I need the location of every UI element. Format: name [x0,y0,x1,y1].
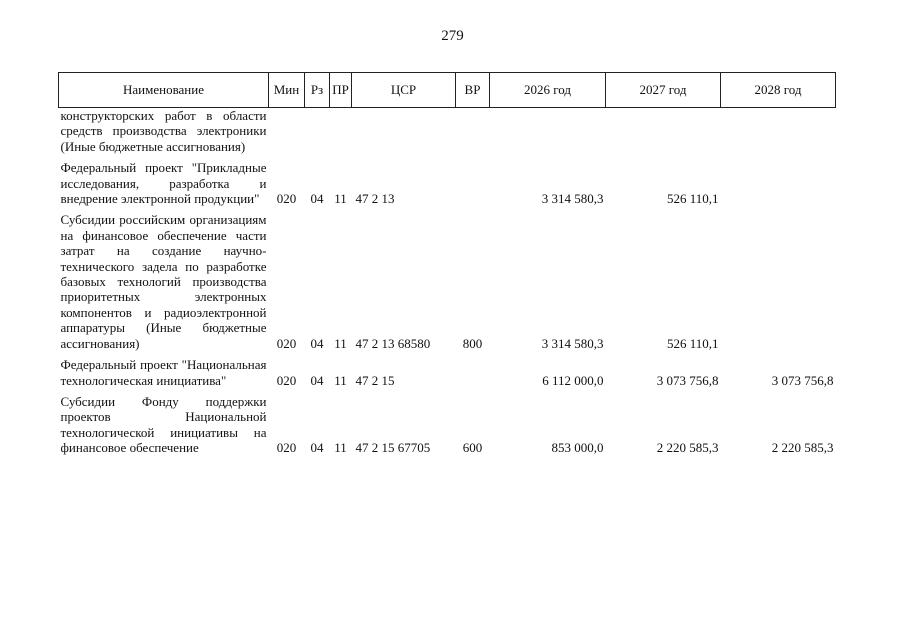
row-2028: 2 220 585,3 [771,440,834,456]
row-vr [456,160,490,212]
row-csr: 47 2 15 [355,372,395,388]
row-name: Федеральный проект "Прикладные исследования, разработка и внедрение электронной продукции" [60,160,267,207]
row-pr: 11 [334,191,347,207]
row-vr [456,357,490,394]
row-2026: 3 314 580,3 [541,191,604,207]
header-2027: 2027 год [606,73,721,108]
header-min: Мин [269,73,305,108]
row-2027: 3 073 756,8 [656,372,719,388]
row-vr: 800 [462,335,483,351]
header-name: Наименование [59,73,269,108]
header-pr: ПР [330,73,352,108]
row-2027: 2 220 585,3 [656,440,719,456]
row-csr: 47 2 13 68580 [355,335,431,351]
table-row [59,108,836,161]
row-vr: 600 [462,440,483,456]
row-min: 020 [276,372,297,388]
row-2028 [721,108,836,161]
row-2026: 3 314 580,3 [541,335,604,351]
row-min: 020 [276,191,297,207]
row-pr: 11 [334,372,347,388]
row-name: Субсидии российским организациям на финансовое обеспечение части затрат на создание научно-технического задела по разработке базовых технологий производства приоритетных электронных компонентов и радиоэлектронной аппаратуры (Иные бюджетные ассигнования) [60,212,267,351]
row-2026 [490,108,606,161]
row-min: 020 [276,440,297,456]
header-2028: 2028 год [721,73,836,108]
table-row [59,357,836,394]
budget-table [58,72,836,456]
row-rz: 04 [310,335,324,351]
row-csr [352,108,456,161]
row-rz: 04 [310,191,324,207]
row-pr [330,108,352,161]
table-row [59,212,836,357]
header-2026: 2026 год [490,73,606,108]
row-name: Субсидии Фонду поддержки проектов Национальной технологической инициативы на финансовое обеспечение [60,393,267,456]
row-rz [305,108,330,161]
row-csr: 47 2 15 67705 [355,440,431,456]
row-name: Федеральный проект "Национальная технологическая инициатива" [60,357,267,388]
table-row [59,160,836,212]
row-pr: 11 [334,335,347,351]
row-2026: 6 112 000,0 [542,372,604,388]
row-2027: 526 110,1 [666,191,719,207]
header-csr: ЦСР [352,73,456,108]
table-row [59,394,836,456]
row-vr [456,108,490,161]
header-rz: Рз [305,73,330,108]
row-csr: 47 2 13 [355,191,395,207]
row-rz: 04 [310,372,324,388]
page-number: 279 [441,28,464,44]
row-2026: 853 000,0 [551,440,604,456]
row-2028: 3 073 756,8 [771,372,834,388]
row-min [269,108,305,161]
header-vr: ВР [456,73,490,108]
row-2027 [606,108,721,161]
row-name: конструкторских работ в области средств производства электроники (Иные бюджетные ассигнования) [60,108,267,154]
row-2028 [721,212,836,357]
row-2028 [721,160,836,212]
row-2027: 526 110,1 [666,335,719,351]
row-min: 020 [276,335,297,351]
row-rz: 04 [310,440,324,456]
row-pr: 11 [334,440,347,456]
table-header-row [59,73,836,108]
